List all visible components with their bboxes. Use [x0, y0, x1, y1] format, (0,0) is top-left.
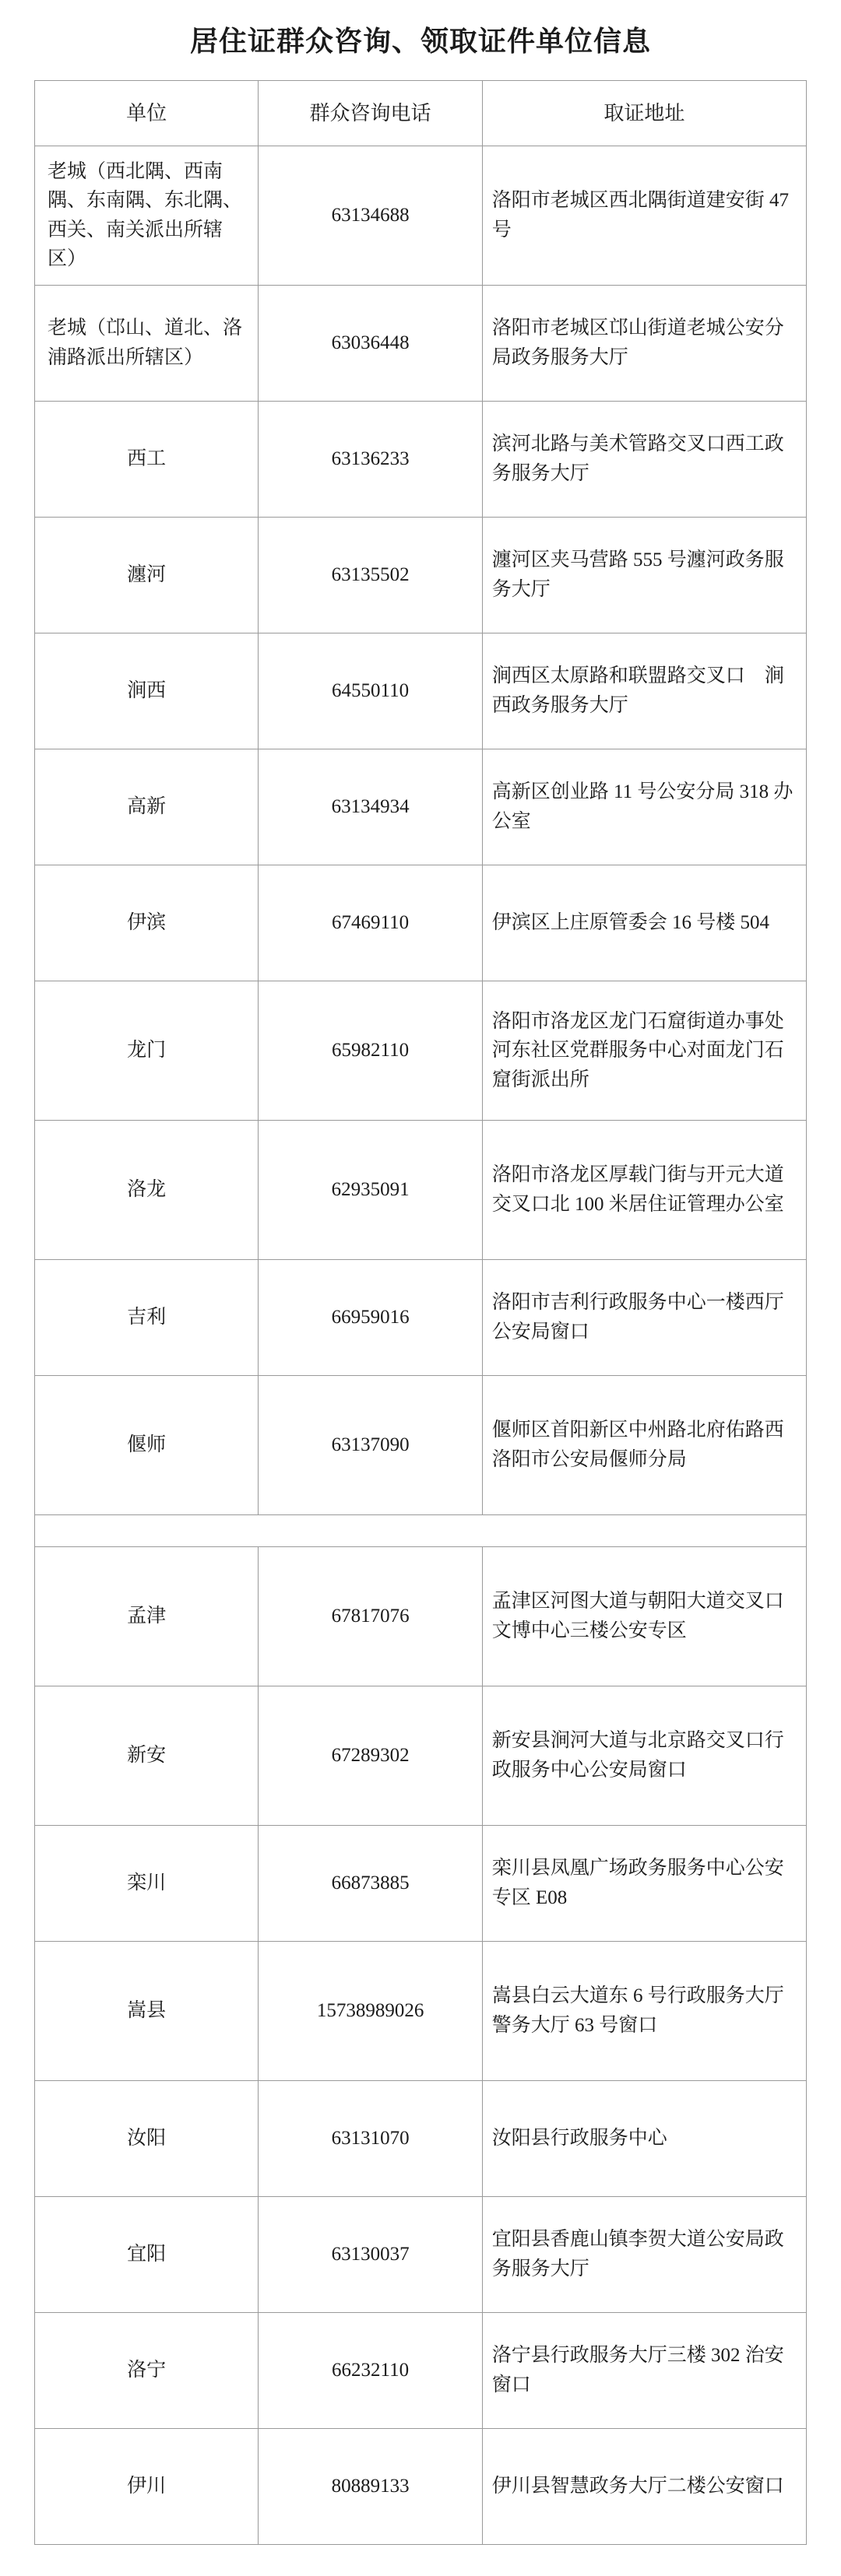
column-header-address: 取证地址 — [482, 80, 806, 146]
cell-phone: 63036448 — [259, 285, 482, 401]
table-row — [35, 749, 807, 865]
table-container — [0, 80, 841, 2545]
residence-permit-contacts-table — [34, 80, 807, 2545]
table-row — [35, 1546, 807, 1686]
table-row — [35, 1259, 807, 1375]
cell-address: 洛宁县行政服务大厅三楼 302 治安窗口 — [482, 2312, 806, 2428]
cell-phone: 66959016 — [259, 1259, 482, 1375]
cell-unit: 伊川 — [35, 2428, 259, 2544]
table-row — [35, 633, 807, 749]
cell-address: 宜阳县香鹿山镇李贺大道公安局政务服务大厅 — [482, 2196, 806, 2312]
cell-address: 偃师区首阳新区中州路北府佑路西 洛阳市公安局偃师分局 — [482, 1375, 806, 1514]
cell-address: 孟津区河图大道与朝阳大道交叉口文博中心三楼公安专区 — [482, 1546, 806, 1686]
cell-phone: 63134688 — [259, 146, 482, 285]
cell-phone: 63134934 — [259, 749, 482, 865]
table-row — [35, 1941, 807, 2080]
cell-unit: 吉利 — [35, 1259, 259, 1375]
cell-address: 伊滨区上庄原管委会 16 号楼 504 — [482, 865, 806, 981]
table-row — [35, 1120, 807, 1259]
column-header-unit: 单位 — [35, 80, 259, 146]
cell-unit: 老城（西北隅、西南隅、东南隅、东北隅、西关、南关派出所辖区） — [35, 146, 259, 285]
table-row — [35, 2196, 807, 2312]
column-header-phone: 群众咨询电话 — [259, 80, 482, 146]
cell-phone: 67289302 — [259, 1686, 482, 1825]
cell-address: 新安县涧河大道与北京路交叉口行政服务中心公安局窗口 — [482, 1686, 806, 1825]
table-row — [35, 285, 807, 401]
table-row — [35, 517, 807, 633]
cell-phone: 64550110 — [259, 633, 482, 749]
page-title: 居住证群众咨询、领取证件单位信息 — [189, 26, 651, 57]
cell-unit: 汝阳 — [35, 2080, 259, 2196]
table-row — [35, 865, 807, 981]
cell-phone: 62935091 — [259, 1120, 482, 1259]
cell-phone: 63130037 — [259, 2196, 482, 2312]
cell-phone: 63136233 — [259, 401, 482, 517]
table-row — [35, 146, 807, 285]
cell-phone: 67469110 — [259, 865, 482, 981]
cell-unit: 伊滨 — [35, 865, 259, 981]
table-row — [35, 1825, 807, 1941]
cell-address: 涧西区太原路和联盟路交叉口 涧西政务服务大厅 — [482, 633, 806, 749]
cell-phone: 67817076 — [259, 1546, 482, 1686]
cell-unit: 嵩县 — [35, 1941, 259, 2080]
cell-unit: 瀍河 — [35, 517, 259, 633]
cell-phone: 63135502 — [259, 517, 482, 633]
cell-phone: 66232110 — [259, 2312, 482, 2428]
table-row — [35, 1375, 807, 1514]
cell-unit: 孟津 — [35, 1546, 259, 1686]
cell-unit: 洛龙 — [35, 1120, 259, 1259]
cell-phone: 66873885 — [259, 1825, 482, 1941]
cell-address: 伊川县智慧政务大厅二楼公安窗口 — [482, 2428, 806, 2544]
cell-address: 瀍河区夹马营路 555 号瀍河政务服务大厅 — [482, 517, 806, 633]
cell-address: 洛阳市洛龙区龙门石窟街道办事处河东社区党群服务中心对面龙门石窟街派出所 — [482, 981, 806, 1120]
table-row — [35, 401, 807, 517]
table-body — [35, 146, 807, 2544]
cell-address: 洛阳市老城区邙山街道老城公安分局政务服务大厅 — [482, 285, 806, 401]
cell-address: 高新区创业路 11 号公安分局 318 办公室 — [482, 749, 806, 865]
cell-phone: 80889133 — [259, 2428, 482, 2544]
cell-address: 栾川县凤凰广场政务服务中心公安专区 E08 — [482, 1825, 806, 1941]
table-header-row — [35, 80, 807, 146]
cell-address: 洛阳市老城区西北隅街道建安街 47 号 — [482, 146, 806, 285]
cell-unit: 涧西 — [35, 633, 259, 749]
cell-phone: 63131070 — [259, 2080, 482, 2196]
cell-address: 嵩县白云大道东 6 号行政服务大厅警务大厅 63 号窗口 — [482, 1941, 806, 2080]
table-row — [35, 2080, 807, 2196]
table-row — [35, 2312, 807, 2428]
cell-address: 汝阳县行政服务中心 — [482, 2080, 806, 2196]
cell-address: 滨河北路与美术管路交叉口西工政务服务大厅 — [482, 401, 806, 517]
cell-address: 洛阳市吉利行政服务中心一楼西厅公安局窗口 — [482, 1259, 806, 1375]
cell-unit: 老城（邙山、道北、洛浦路派出所辖区） — [35, 285, 259, 401]
table-row — [35, 2428, 807, 2544]
cell-address: 洛阳市洛龙区厚载门街与开元大道交叉口北 100 米居住证管理办公室 — [482, 1120, 806, 1259]
cell-unit: 偃师 — [35, 1375, 259, 1514]
table-row — [35, 1686, 807, 1825]
table-spacer-row — [35, 1514, 807, 1546]
cell-phone: 63137090 — [259, 1375, 482, 1514]
table-row — [35, 981, 807, 1120]
table-header — [35, 80, 807, 146]
cell-unit: 新安 — [35, 1686, 259, 1825]
cell-unit: 龙门 — [35, 981, 259, 1120]
cell-unit: 高新 — [35, 749, 259, 865]
cell-unit: 宜阳 — [35, 2196, 259, 2312]
cell-phone: 65982110 — [259, 981, 482, 1120]
table-spacer-cell — [35, 1514, 807, 1546]
cell-unit: 西工 — [35, 401, 259, 517]
cell-phone: 15738989026 — [259, 1941, 482, 2080]
cell-unit: 栾川 — [35, 1825, 259, 1941]
cell-unit: 洛宁 — [35, 2312, 259, 2428]
